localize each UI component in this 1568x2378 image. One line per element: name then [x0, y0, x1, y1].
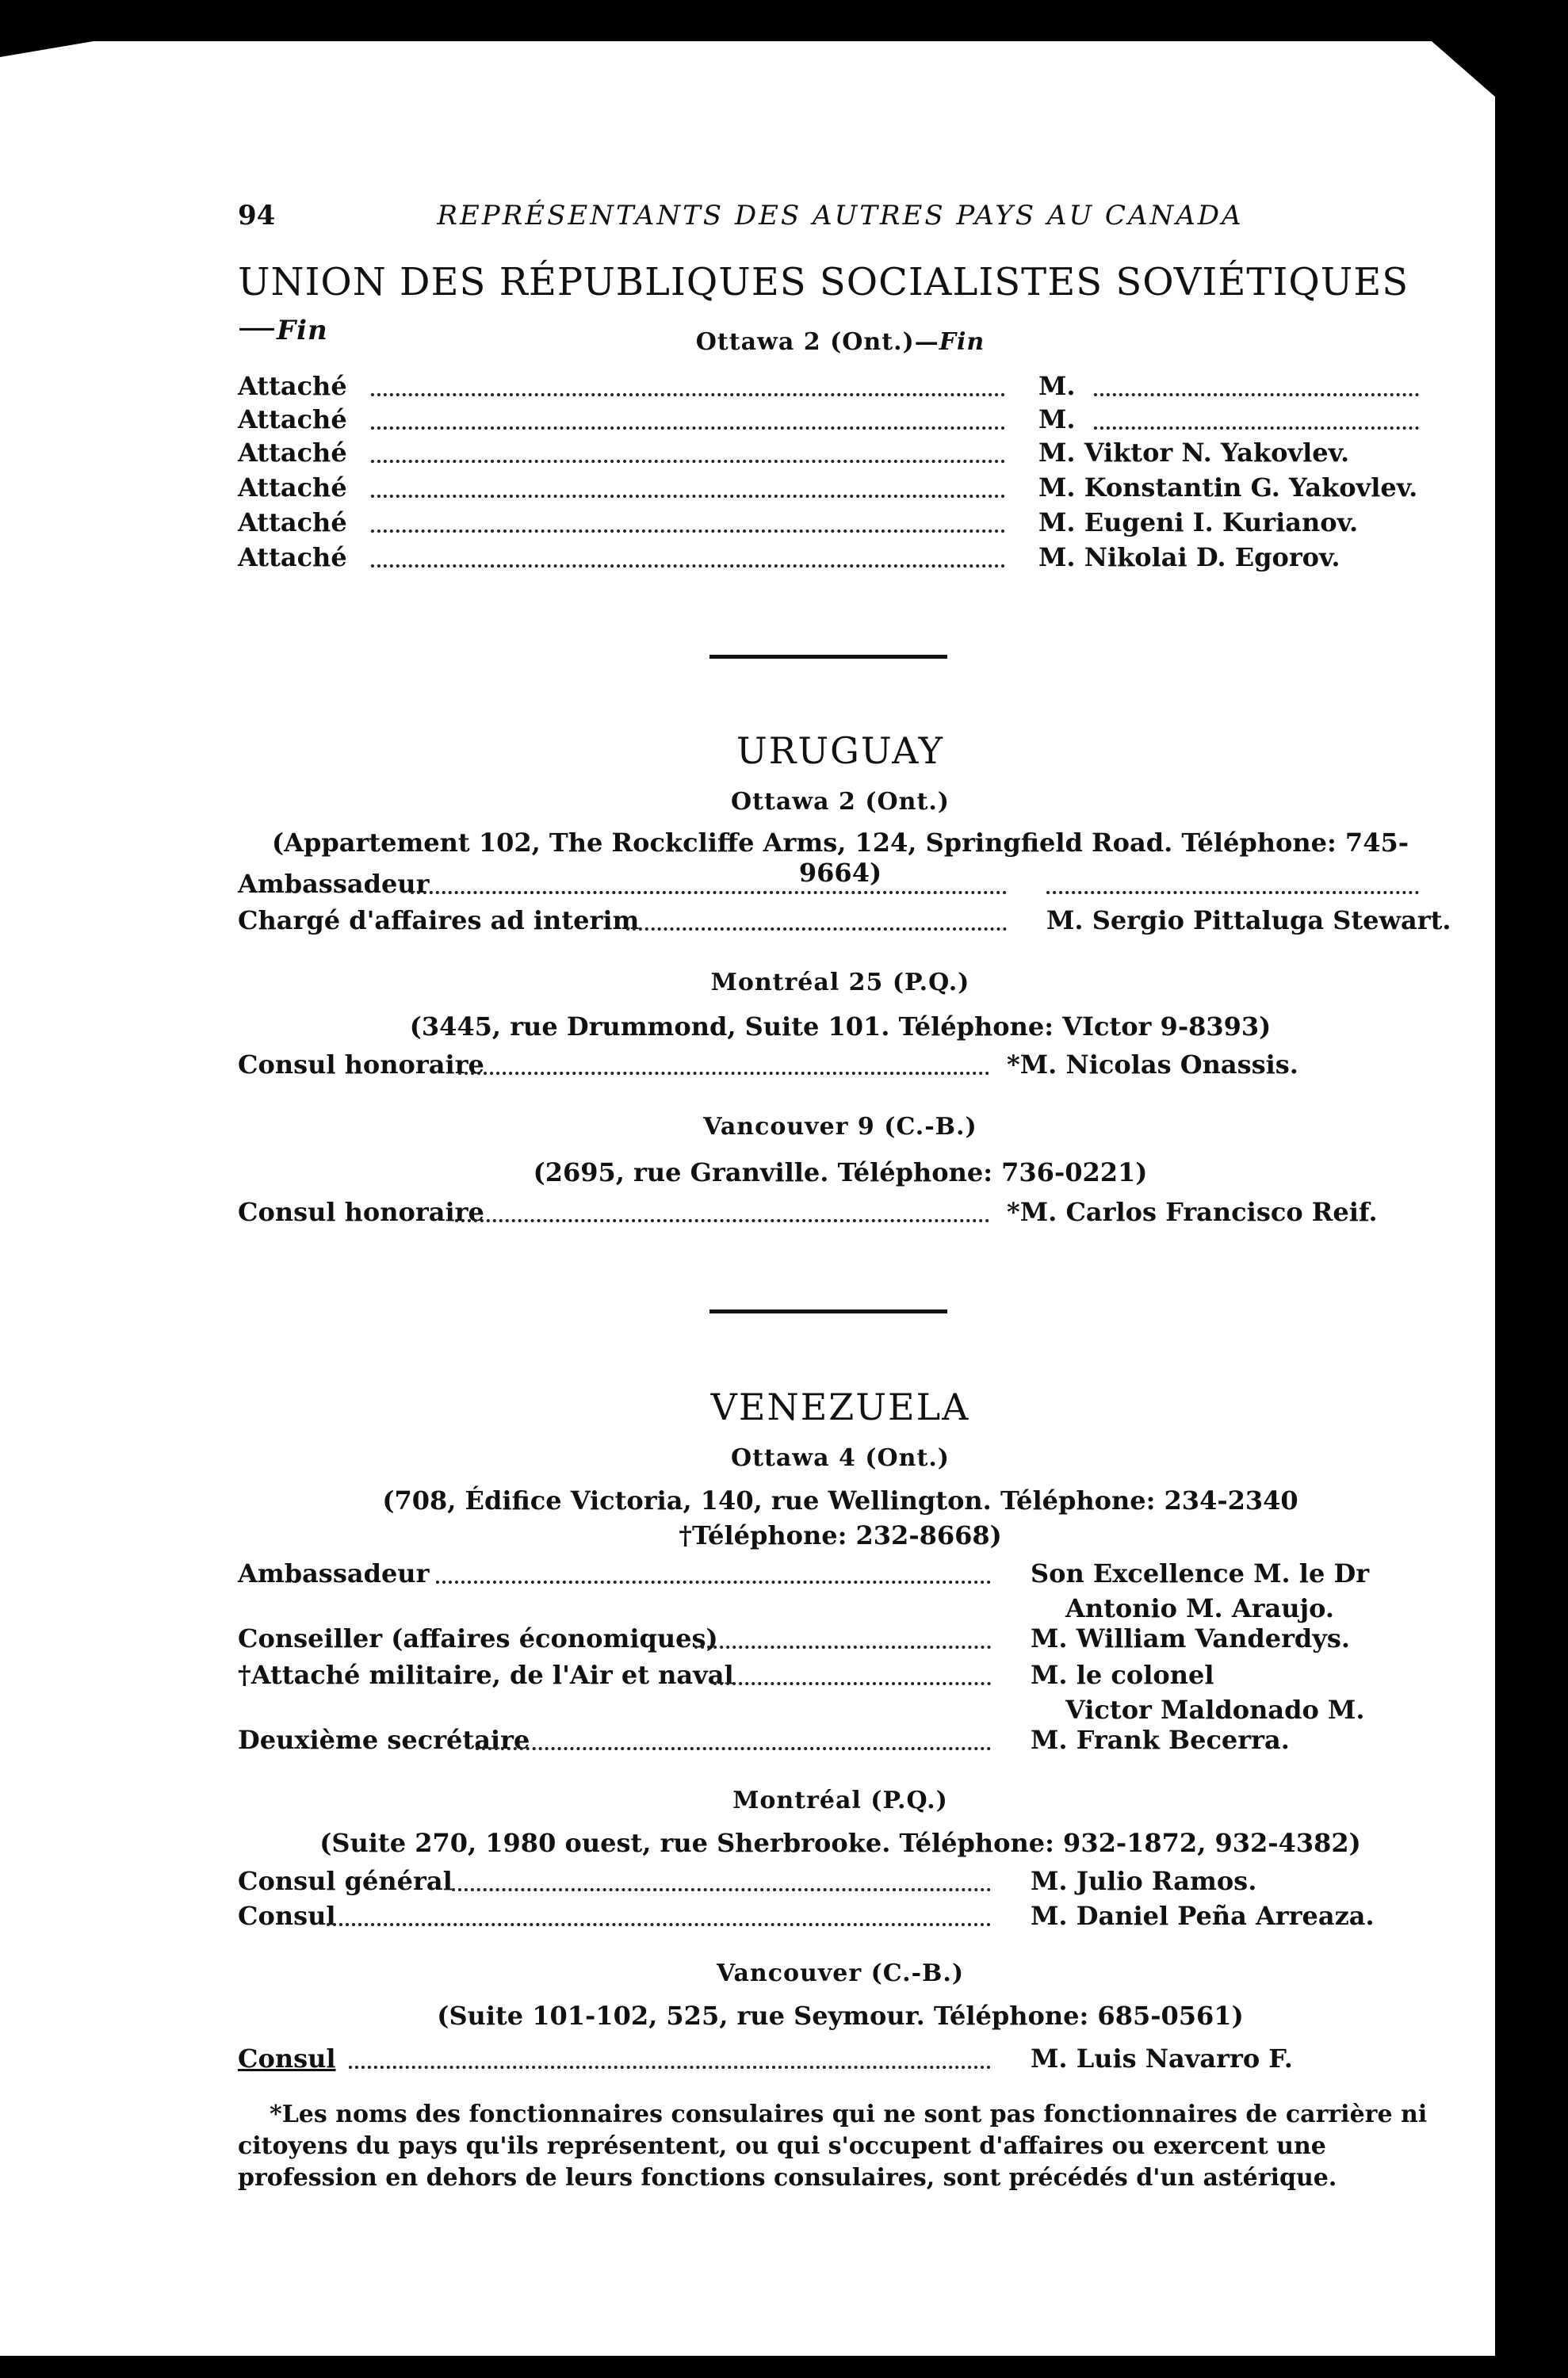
city-heading: Vancouver 9 (C.-B.) — [703, 1113, 977, 1141]
running-header — [238, 200, 1443, 239]
list-item: Attaché M. Nikolai D. Egorov. — [238, 542, 1340, 572]
running-title: REPRÉSENTANTS DES AUTRES PAYS AU CANADA — [437, 200, 1244, 231]
page-number: 94 — [238, 200, 276, 231]
list-item: Ambassadeur — [238, 869, 1443, 905]
city-heading: Ottawa 2 (Ont.) — [731, 788, 950, 816]
list-item: Attaché M. Viktor N. Yakovlev. — [238, 438, 1350, 468]
list-item: Attaché M. — [238, 404, 1443, 441]
section-divider — [709, 1309, 947, 1313]
city-heading: Ottawa 2 (Ont.)—Fin — [695, 328, 985, 356]
address-line: (Suite 101-102, 525, rue Seymour. Téléphone: 685-0561) — [437, 2001, 1244, 2031]
list-item: Consul M. Daniel Peña Arreaza. — [238, 1901, 1375, 1931]
address-line: (708, Édifice Victoria, 140, rue Wellington. Téléphone: 234-2340 — [382, 1485, 1298, 1516]
city-heading: Montréal 25 (P.Q.) — [710, 969, 970, 996]
section-title-uruguay: URUGUAY — [736, 729, 944, 772]
list-item: Deuxième secrétaire M. Frank Becerra. — [238, 1725, 1290, 1755]
address-line: †Téléphone: 232-8668) — [679, 1520, 1002, 1550]
list-item: Attaché M. Konstantin G. Yakovlev. — [238, 472, 1418, 503]
section-title-venezuela: VENEZUELA — [710, 1386, 970, 1428]
city-heading: Montréal (P.Q.) — [732, 1787, 948, 1814]
list-item: Attaché M. — [238, 371, 1443, 407]
section-divider — [709, 655, 947, 659]
city-heading: Ottawa 4 (Ont.) — [731, 1444, 950, 1472]
list-item: †Attaché militaire, de l'Air et naval M. le colonel Victor Maldonado M. — [238, 1660, 1365, 1725]
list-item: Consul général M. Julio Ramos. — [238, 1866, 1257, 1896]
list-item: Conseiller (affaires économiques) M. William Vanderdys. — [238, 1623, 1351, 1654]
address-line: (3445, rue Drummond, Suite 101. Téléphone: VIctor 9-8393) — [409, 1011, 1272, 1042]
list-item: Consul honoraire *M. Nicolas Onassis. — [238, 1049, 1298, 1080]
address-line: (Appartement 102, The Rockcliffe Arms, 124, Springfield Road. Téléphone: 745-9664) — [271, 828, 1409, 888]
city-heading: Vancouver (C.-B.) — [716, 1959, 965, 1987]
section-title-ussr: UNION DES RÉPUBLIQUES SOCIALISTES SOVIÉTIQUES—Fin — [238, 260, 1409, 349]
list-item: Ambassadeur Son Excellence M. le Dr Antonio M. Araujo. — [238, 1558, 1370, 1623]
list-item: Chargé d'affaires ad interim M. Sergio Pittaluga Stewart. — [238, 905, 1451, 935]
list-item: Consul honoraire *M. Carlos Francisco Reif. — [238, 1197, 1378, 1227]
footnote: *Les noms des fonctionnaires consulaires qui ne sont pas fonctionnaires de carrière ni citoyens du pays qu'ils représentent, ou qui s'occupent d'affaires ou exercent une profession en dehors de leurs fonctions consulaires, sont précédés d'un astérique. — [238, 2101, 1428, 2192]
list-item: Attaché M. Eugeni I. Kurianov. — [238, 507, 1359, 537]
list-item: Consul M. Luis Navarro F. — [238, 2043, 1293, 2074]
address-line: (2695, rue Granville. Téléphone: 736-0221) — [533, 1157, 1148, 1187]
address-line: (Suite 270, 1980 ouest, rue Sherbrooke. Téléphone: 932-1872, 932-4382) — [319, 1828, 1361, 1858]
